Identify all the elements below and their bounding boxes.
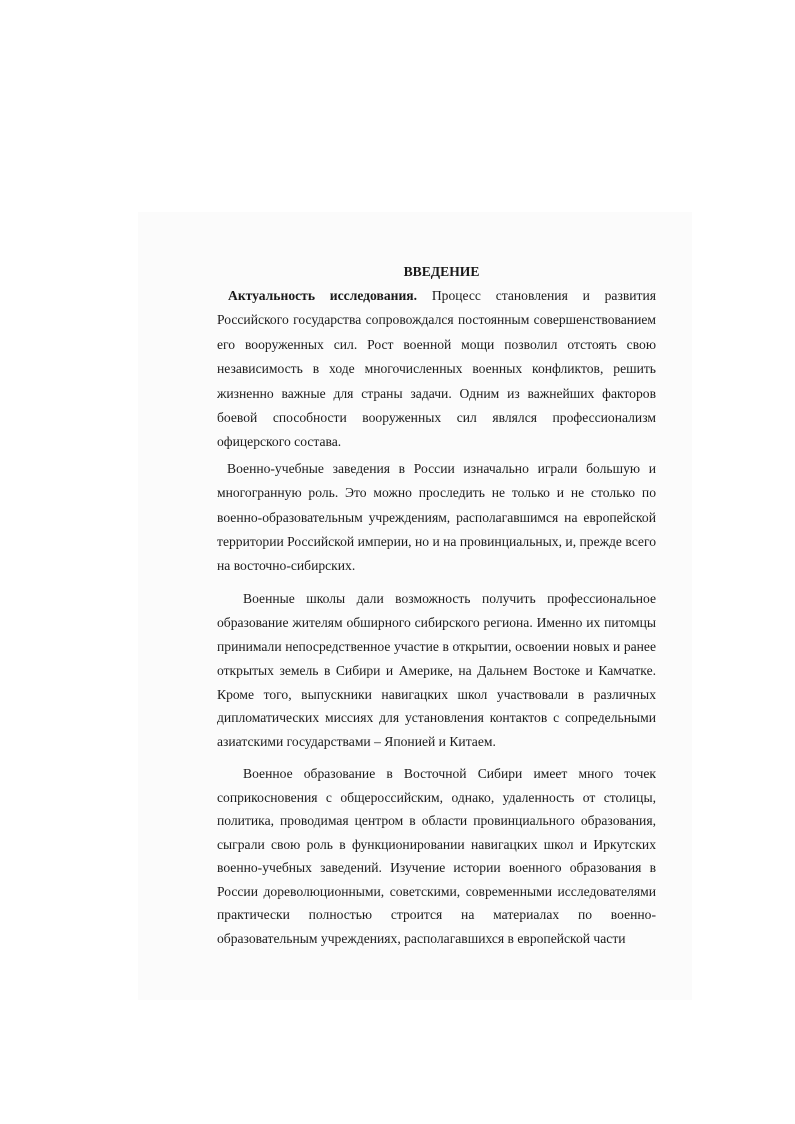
page-title: ВВЕДЕНИЕ	[403, 264, 480, 279]
paragraph-text: Процесс становления и развития Российского государства сопровождался постоянным совершенствованием его вооруженных сил. Рост военной мощи позволил отстоять свою независимость в ходе многочисленных военных конфликтов, решить жизненно важные для страны задачи. Одним из важнейших факторов боевой способности вооруженных сил являлся профессионализм офицерского состава.	[217, 288, 656, 450]
paragraph-east-siberia-education: Военное образование в Восточной Сибири имеет много точек соприкосновения с общероссийским, однако, удаленность от столицы, политика, проводимая центром в области провинциального образования, сыграли свою роль в функционировании навигацких школ и Иркутских военно-учебных заведений. Изучение истории военного образования в России дореволюционными, советскими, современными исследователями практически полностью строится на материалах по военно-образовательным учреждениях, располагавшихся в европейской части	[217, 766, 656, 946]
paragraph-lead: Актуальность исследования.	[228, 288, 418, 303]
paragraph-relevance	[217, 284, 656, 455]
paragraph-military-schools-role: Военно-учебные заведения в России изначально играли большую и многогранную роль. Это можно проследить не только и не столько по военно-образовательным учреждениям, располагавшимся на европейской территории Российской империи, но и на провинциальных, и, прежде всего на восточно-сибирских.	[217, 460, 656, 574]
document-body	[217, 262, 656, 950]
paragraph-siberian-schools: Военные школы дали возможность получить профессиональное образование жителям обширного сибирского региона. Именно их питомцы принимали непосредственное участие в открытии, освоении новых и ранее открытых земель в Сибири и Америке, на Дальнем Востоке и Камчатке. Кроме того, выпускники навигацких школ участвовали в различных дипломатических миссиях для установления контактов с сопредельными азиатскими государствами – Японией и Китаем.	[217, 590, 656, 750]
